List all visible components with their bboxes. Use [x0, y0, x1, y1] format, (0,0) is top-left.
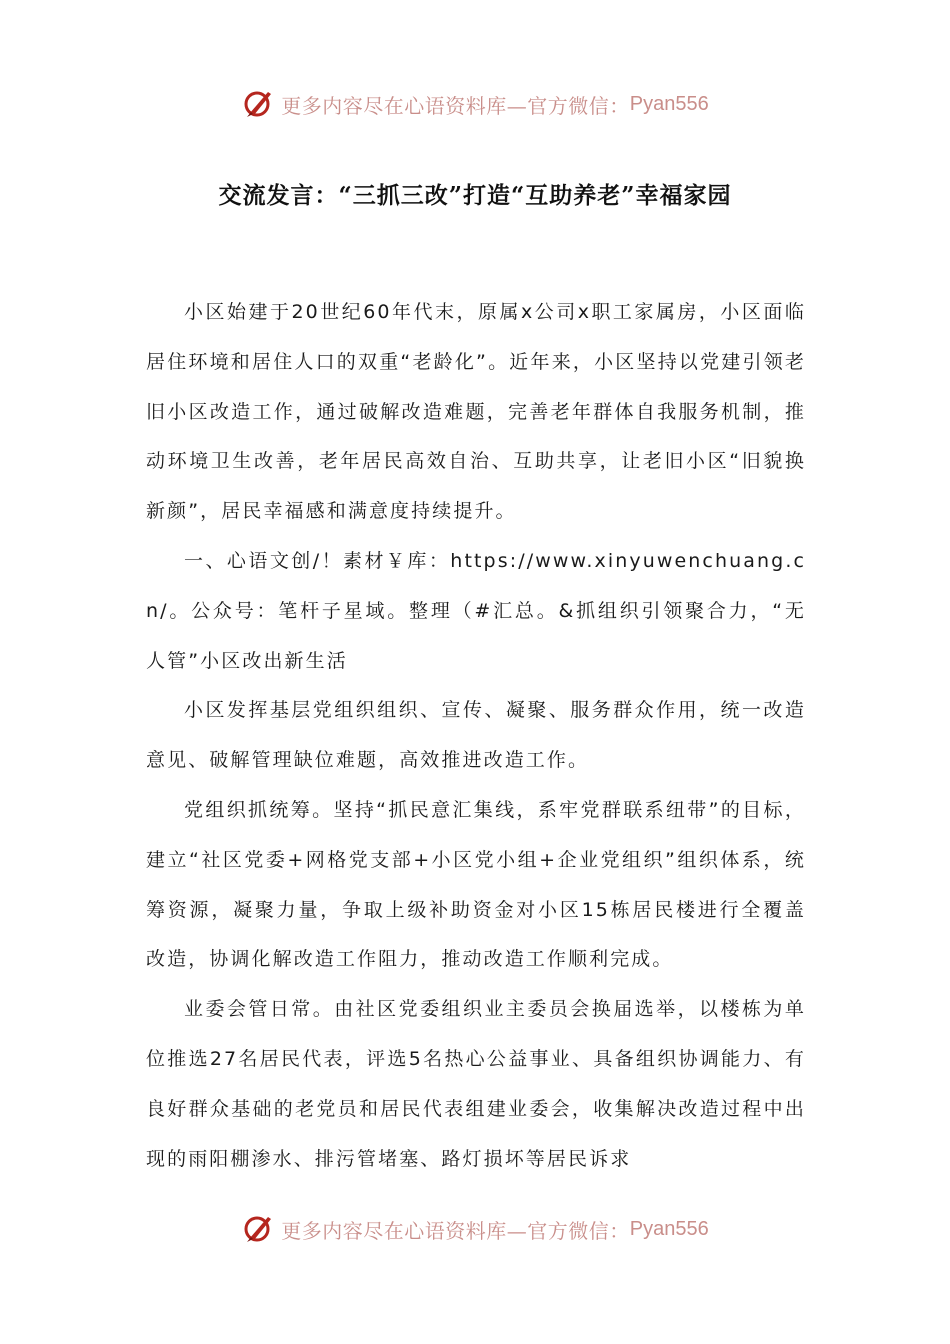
- body-paragraph: 业委会管日常。由社区党委组织业主委员会换届选举，以楼栋为单位推选27名居民代表，评选5名热心公益事业、具备组织协调能力、有良好群众基础的老党员和居民代表组建业委会，收集解决改造过程中出现的雨阳棚渗水、排污管堵塞、路灯损坏等居民诉求: [146, 998, 806, 1170]
- body-paragraph: 小区发挥基层党组织组织、宣传、凝聚、服务群众作用，统一改造意见、破解管理缺位难题，高效推进改造工作。: [146, 699, 806, 772]
- document-title: 交流发言：“三抓三改”打造“互助养老”幸福家园: [218, 182, 732, 209]
- footer-watermark-banner: [0, 1209, 950, 1249]
- section-heading-paragraph: 一、心语文创/！素材￥库：https://www.xinyuwenchuang.cn/。公众号：笔杆子星域。整理（#汇总。&抓组织引领聚合力，“无人管”小区改出新生活: [146, 549, 806, 672]
- body-paragraph: 小区始建于20世纪60年代末，原属x公司x职工家属房，小区面临居住环境和居住人口的双重“老龄化”。近年来，小区坚持以党建引领老旧小区改造工作，通过破解改造难题，完善老年群体自我服务机制，推动环境卫生改善，老年居民高效自治、互助共享，让老旧小区“旧貌换新颜”，居民幸福感和满意度持续提升。: [146, 301, 806, 523]
- body-paragraph: 党组织抓统筹。坚持“抓民意汇集线，系牢党群联系纽带”的目标，建立“社区党委+网格党支部+小区党小组+企业党组织”组织体系，统筹资源，凝聚力量，争取上级补助资金对小区15栋居民楼进行全覆盖改造，协调化解改造工作阻力，推动改造工作顺利完成。: [146, 798, 806, 971]
- banner-text: 更多内容尽在心语资料库—官方微信：: [281, 1218, 630, 1243]
- banner-wechat-id: Pyan556: [629, 92, 709, 115]
- banner-text: 更多内容尽在心语资料库—官方微信：: [281, 93, 630, 118]
- header-watermark-banner: [0, 84, 950, 124]
- quill-pen-logo-icon: [241, 87, 275, 121]
- quill-pen-logo-icon: [241, 1212, 275, 1246]
- banner-wechat-id: Pyan556: [629, 1217, 709, 1240]
- document-body: [146, 288, 806, 1184]
